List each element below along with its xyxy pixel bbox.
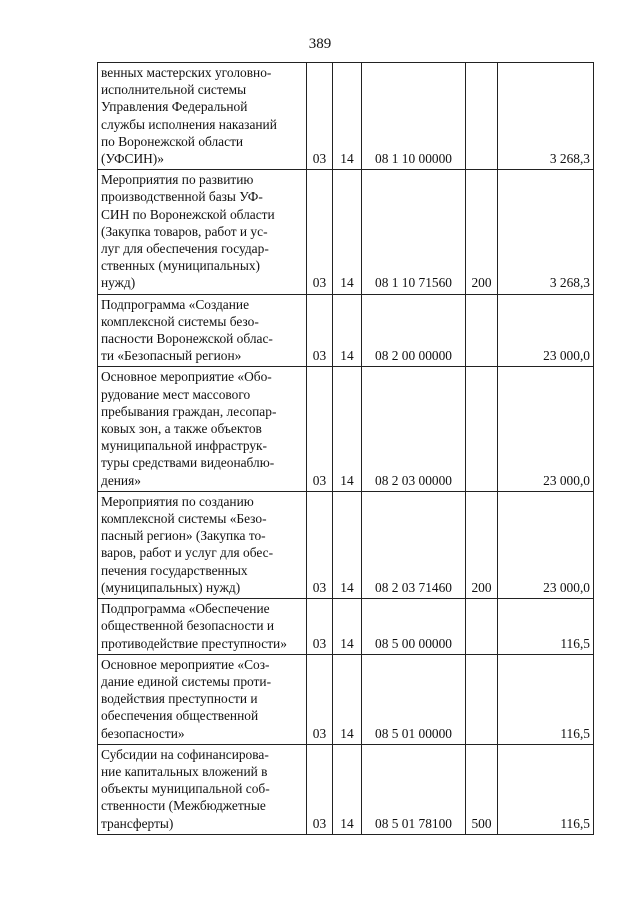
expense-type-cell — [466, 599, 498, 655]
amount-cell: 23 000,0 — [498, 367, 594, 491]
section-cell: 03 — [307, 491, 333, 598]
section-cell: 03 — [307, 654, 333, 744]
expense-type-cell — [466, 654, 498, 744]
amount-cell: 116,5 — [498, 744, 594, 834]
target-code-cell: 08 2 03 71460 — [362, 491, 466, 598]
target-code-cell: 08 1 10 00000 — [362, 63, 466, 170]
subsection-cell: 14 — [333, 63, 362, 170]
expense-name-line: Субсидии на софинансирова- — [101, 746, 269, 762]
expense-name-line: объекты муниципальной соб- — [101, 781, 270, 797]
section-cell: 03 — [307, 599, 333, 655]
expense-name-line: (УФСИН)» — [101, 151, 164, 167]
table-row — [98, 367, 594, 491]
expense-name-line: ственности (Межбюджетные — [101, 798, 266, 814]
amount-cell: 3 268,3 — [498, 170, 594, 294]
section-cell: 03 — [307, 294, 333, 367]
expense-name-line: СИН по Воронежской области — [101, 206, 275, 222]
subsection-cell: 14 — [333, 294, 362, 367]
expense-name-line: противодействие преступности» — [101, 635, 287, 651]
expense-name-line: Мероприятия по развитию — [101, 172, 254, 188]
expense-name-line: ственных (муниципальных) — [101, 258, 260, 274]
amount-cell: 23 000,0 — [498, 491, 594, 598]
expense-name-line: туры средствами видеонаблю- — [101, 455, 275, 471]
page-number: 389 — [308, 36, 332, 52]
budget-table — [97, 62, 594, 835]
target-code-cell: 08 1 10 71560 — [362, 170, 466, 294]
table-row — [98, 63, 594, 170]
target-code-cell: 08 2 00 00000 — [362, 294, 466, 367]
expense-name-line: Подпрограмма «Создание — [101, 296, 250, 312]
expense-name-cell — [98, 294, 307, 367]
budget-table-body — [98, 63, 594, 835]
expense-type-cell — [466, 63, 498, 170]
table-row — [98, 491, 594, 598]
expense-name-cell — [98, 170, 307, 294]
expense-name-line: Подпрограмма «Обеспечение — [101, 601, 270, 617]
expense-type-cell — [466, 367, 498, 491]
expense-name-line: обеспечения общественной — [101, 708, 259, 724]
expense-name-line: общественной безопасности и — [101, 618, 274, 634]
expense-name-cell — [98, 654, 307, 744]
subsection-cell: 14 — [333, 654, 362, 744]
expense-name-line: луг для обеспечения государ- — [101, 241, 269, 257]
subsection-cell: 14 — [333, 744, 362, 834]
subsection-cell: 14 — [333, 491, 362, 598]
expense-name-line: (Закупка товаров, работ и ус- — [101, 223, 268, 239]
expense-name-line: ти «Безопасный регион» — [101, 348, 242, 364]
expense-name-line: безопасности» — [101, 725, 185, 741]
subsection-cell: 14 — [333, 599, 362, 655]
target-code-cell: 08 5 01 00000 — [362, 654, 466, 744]
expense-name-line: Основное мероприятие «Обо- — [101, 369, 272, 385]
target-code-cell: 08 5 00 00000 — [362, 599, 466, 655]
expense-name-line: Основное мероприятие «Соз- — [101, 656, 270, 672]
expense-name-cell — [98, 744, 307, 834]
expense-name-line: пасности Воронежской облас- — [101, 331, 273, 347]
expense-name-line: трансферты) — [101, 815, 174, 831]
expense-name-line: пребывания граждан, лесопар- — [101, 403, 277, 419]
expense-name-line: исполнительной системы — [101, 82, 247, 98]
target-code-cell: 08 5 01 78100 — [362, 744, 466, 834]
section-cell: 03 — [307, 63, 333, 170]
table-row — [98, 170, 594, 294]
table-row — [98, 744, 594, 834]
expense-name-line: нужд) — [101, 275, 136, 291]
expense-name-line: венных мастерских уголовно- — [101, 65, 272, 80]
target-code-cell: 08 2 03 00000 — [362, 367, 466, 491]
expense-name-line: ковых зон, а также объектов — [101, 421, 262, 437]
expense-name-line: пасный регион» (Закупка то- — [101, 528, 266, 544]
expense-name-line: печения государственных — [101, 562, 248, 578]
expense-name-cell — [98, 491, 307, 598]
expense-name-line: производственной базы УФ- — [101, 189, 263, 205]
amount-cell: 3 268,3 — [498, 63, 594, 170]
expense-name-line: дание единой системы проти- — [101, 673, 272, 689]
expense-name-line: водействия преступности и — [101, 691, 258, 707]
expense-type-cell: 200 — [466, 491, 498, 598]
expense-name-cell — [98, 599, 307, 655]
expense-name-line: комплексной системы «Безо- — [101, 511, 267, 527]
expense-name-line: Управления Федеральной — [101, 99, 248, 115]
expense-name-line: службы исполнения наказаний — [101, 116, 277, 132]
expense-name-line: варов, работ и услуг для обес- — [101, 545, 274, 561]
amount-cell: 23 000,0 — [498, 294, 594, 367]
expense-name-cell — [98, 367, 307, 491]
expense-type-cell: 200 — [466, 170, 498, 294]
table-row — [98, 599, 594, 655]
table-row — [98, 294, 594, 367]
expense-name-line: по Воронежской области — [101, 133, 244, 149]
expense-type-cell: 500 — [466, 744, 498, 834]
expense-name-cell — [98, 63, 307, 170]
expense-name-line: дения» — [101, 472, 141, 488]
amount-cell: 116,5 — [498, 599, 594, 655]
expense-name-line: ние капитальных вложений в — [101, 763, 268, 779]
expense-name-line: муниципальной инфраструк- — [101, 438, 268, 454]
subsection-cell: 14 — [333, 367, 362, 491]
expense-name-line: рудование мест массового — [101, 386, 251, 402]
section-cell: 03 — [307, 170, 333, 294]
table-row — [98, 654, 594, 744]
expense-name-line: Мероприятия по созданию — [101, 493, 254, 509]
section-cell: 03 — [307, 744, 333, 834]
section-cell: 03 — [307, 367, 333, 491]
expense-type-cell — [466, 294, 498, 367]
subsection-cell: 14 — [333, 170, 362, 294]
amount-cell: 116,5 — [498, 654, 594, 744]
expense-name-line: комплексной системы безо- — [101, 313, 259, 329]
expense-name-line: (муниципальных) нужд) — [101, 579, 241, 595]
